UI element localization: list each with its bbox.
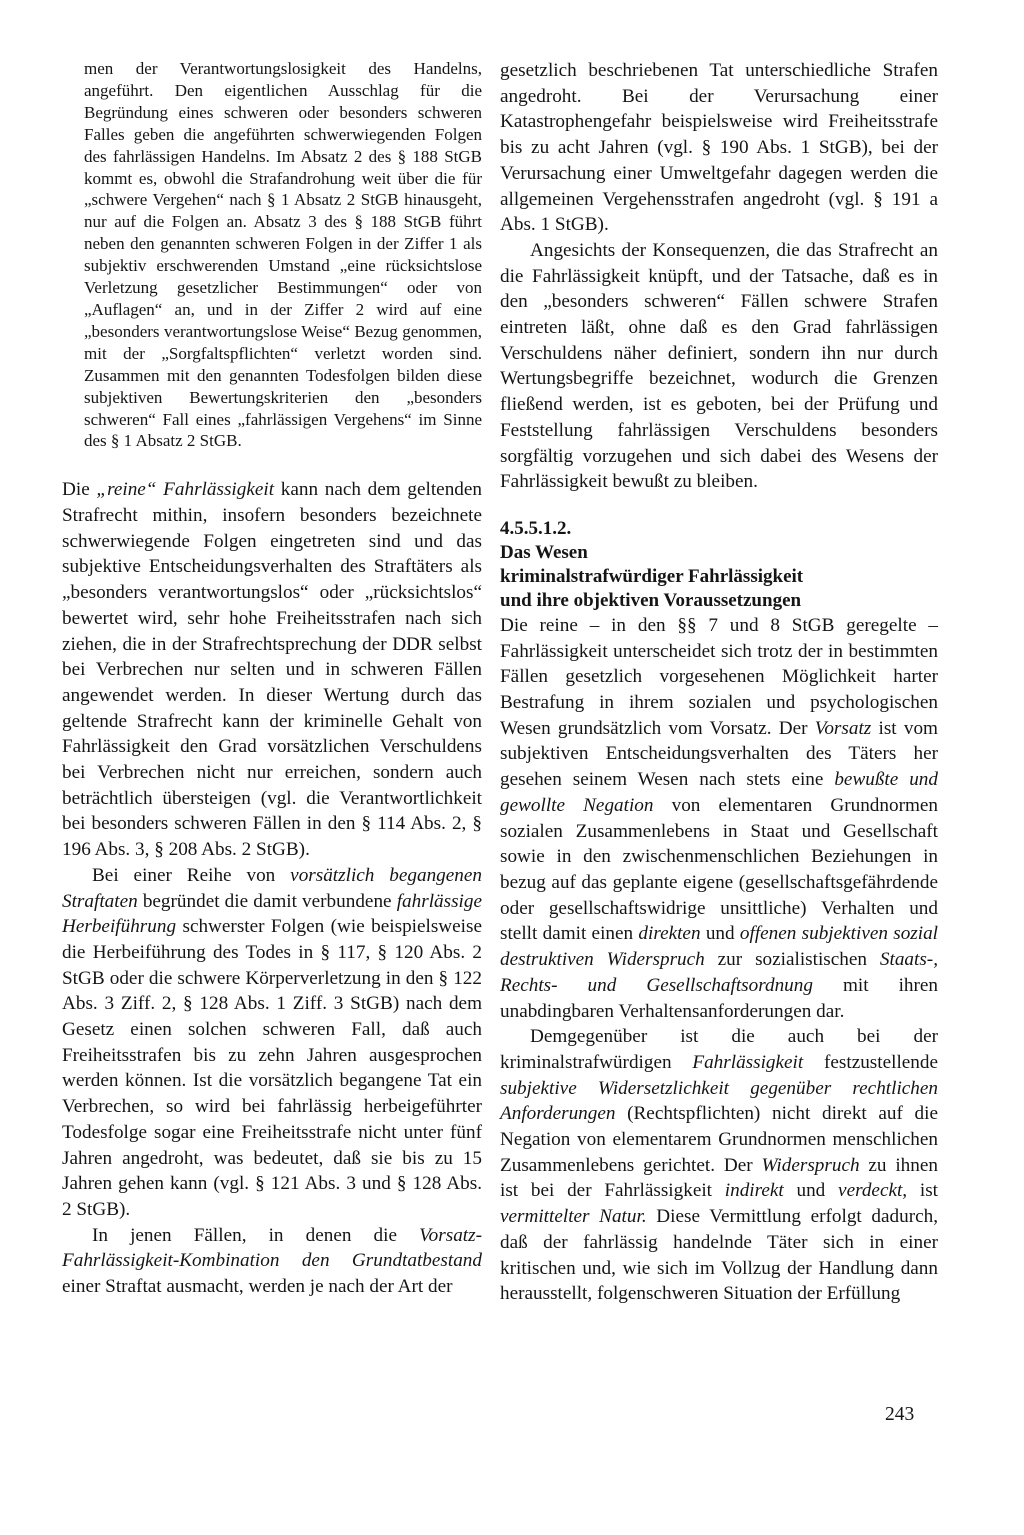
left-column	[62, 58, 482, 1300]
text-run: ist	[907, 1180, 938, 1202]
right-column	[500, 58, 938, 1307]
emphasis: verdeckt,	[838, 1180, 908, 1202]
emphasis: vorsätzlich begangenen Straftaten	[62, 864, 482, 912]
text-run: Diese Vermittlung erfolgt dadurch, daß der fahrlässig handelnde Täter sich in einer kritischen und, wie sich im Vollzug der Handlung dann herausstellt, folgenschweren Situation der Erfüllung	[500, 1206, 938, 1305]
emphasis: Widerspruch	[761, 1154, 860, 1176]
text-run: (Rechtspflichten) nicht direkt auf die Negation von elementarem Grundnormen menschlichen Zusammenlebens gerichtet. Der	[500, 1103, 938, 1176]
body-paragraph-3	[62, 1223, 482, 1300]
emphasis: bewußte und gewollte Negation	[500, 769, 938, 816]
text-run: zu ihnen ist bei der Fahrlässigkeit	[500, 1154, 938, 1202]
body-paragraph-7	[500, 1024, 938, 1307]
emphasis: vermittelter Natur.	[500, 1206, 647, 1228]
text-run: kann nach dem geltenden Strafrecht mithin, insofern besonders bezeichnete schwerwiegende Folgen eingetreten sind und das subjektive Entscheidungsverhalten des Straftäters als „besonders verantwortungslos“ oder „rücksichtslos“ bewertet wird, sehr hohe Freiheitsstrafen nach sich ziehen, die in der Strafrechtsprechung der DDR selbst bei Verbrechen nur selten und in schweren Fällen angewendet werden. In dieser Wertung durch das geltende Strafrecht kann der kriminelle Gehalt von Fahrlässigkeit den Grad vorsätzlichen Verschuldens bei Verbrechen nicht nur erreichen, sondern auch beträchtlich übersteigen (vgl. die Verantwortlichkeit bei besonders schweren Fällen in den § 114 Abs. 2, § 196 Abs. 3, § 208 Abs. 2 StGB).	[62, 479, 482, 861]
text-run: schwerster Folgen (wie beispielsweise die Herbeiführung des Todes in § 117, § 120 Abs. 2 StGB oder die schwere Körperverletzung in den § 122 Abs. 3 Ziff. 2, § 128 Abs. 1 Ziff. 3 StGB) nach dem Gesetz einen solchen schweren Fall, daß auch Freiheitsstrafen bis zu zehn Jahren ausgesprochen werden können. Ist die vorsätzlich begangene Tat ein Verbrechen, so wird bei fahrlässig herbeigeführter Todesfolge sogar eine Freiheitsstrafe nicht unter fünf Jahren angedroht, was bedeutet, daß sie bis zu 15 Jahren gehen kann (vgl. § 121 Abs. 3 und § 128 Abs. 2 StGB).	[62, 916, 482, 1220]
section-title-line-3: und ihre objektiven Voraussetzungen	[500, 589, 802, 611]
section-number: 4.5.5.1.2.	[500, 517, 572, 539]
body-paragraph-2	[62, 863, 482, 1223]
body-paragraph-5: Angesichts der Konsequenzen, die das Strafrecht an die Fahrlässigkeit knüpft, und der Tatsache, daß es in den „besonders schweren“ Fällen schwere Strafen eintreten läßt, ohne daß es den Grad fahrlässigen Verschuldens näher definiert, sondern ihn nur durch Wertungsbegriffe bezeichnet, wodurch die Grenzen fließend werden, ist es geboten, bei der Prüfung und Feststellung fahrlässigen Verschuldens besonders sorgfältig vorzugehen und sich dabei des Wesens der Fahrlässigkeit bewußt zu bleiben.	[500, 239, 938, 493]
emphasis: offenen subjektiven sozial destruktiven Widerspruch	[500, 923, 939, 971]
emphasis: indirekt	[724, 1180, 784, 1202]
text-run: und	[700, 923, 740, 945]
text-run: Bei einer Reihe von	[92, 864, 291, 886]
text-run: begründet die damit verbundene	[137, 890, 397, 912]
text-run: In jenen Fällen, in denen die	[92, 1224, 420, 1246]
body-paragraph-6	[500, 613, 938, 1024]
section-title-line-2: kriminalstrafwürdiger Fahrlässigkeit	[500, 565, 804, 587]
text-run: Die reine – in den §§ 7 und 8 StGB geregelte – Fahrlässigkeit unterscheidet sich trotz der in bestimmten Fällen gesetzlich vorgesehenen Möglichkeit harter Bestrafung in ihrem sozialen und psychologischen Wesen grundsätzlich vom Vorsatz. Der	[500, 614, 938, 739]
emphasis: subjektive Widersetzlichkeit gegenüber rechtlichen Anforderungen	[500, 1077, 938, 1125]
page-number: 243	[885, 1404, 915, 1425]
section-title-line-1: Das Wesen	[500, 541, 588, 563]
emphasis: Vorsatz	[814, 717, 872, 739]
emphasis: direkten	[638, 923, 701, 945]
text-run: festzustellende	[803, 1051, 939, 1073]
text-run: zur sozialistischen	[704, 949, 880, 971]
emphasis: „reine“ Fahrlässigkeit	[96, 479, 275, 501]
quote-paragraph: men der Verantwortungslosigkeit des Handelns, angeführt. Den eigentlichen Ausschlag für die Begründung eines schweren oder besonders schweren Falles geben die angeführten schwerwiegenden Folgen des fahrlässigen Handelns. Im Absatz 2 des § 188 StGB kommt es, obwohl die Strafandrohung weit über die für „schwere Vergehen“ nach § 1 Absatz 2 StGB hinausgeht, nur auf die Folgen an. Absatz 3 des § 188 StGB führt neben den genannten schweren Folgen in der Ziffer 1 als subjektiv erschwerenden Umstand „eine rücksichtslose Verletzung gesetzlicher Bestimmungen“ oder von „Auflagen“ an, und in der Ziffer 2 wird auf eine „besonders verantwortungslose Weise“ Bezug genommen, mit der „Sorgfaltspflichten“ verletzt worden sind. Zusammen mit den genannten Todesfolgen bilden diese subjektiven Bewertungskriterien den „besonders schweren“ Fall eines „fahrlässigen Vergehens“ im Sinne des § 1 Absatz 2 StGB.	[84, 59, 482, 451]
text-run: Die	[62, 479, 97, 501]
emphasis: Staats-, Rechts- und Gesellschaftsordnung	[500, 949, 938, 996]
text-run: mit ihren unabdingbaren Verhaltensanforderungen dar.	[500, 974, 938, 1022]
text-run: und	[783, 1180, 839, 1202]
text-run: Demgegenüber ist die auch bei der kriminalstrafwürdigen	[500, 1026, 938, 1073]
body-paragraph-4: gesetzlich beschriebenen Tat unterschiedliche Strafen angedroht. Bei der Verursachung einer Katastrophengefahr beispielsweise wird Freiheitsstrafe bis zu acht Jahren (vgl. § 190 Abs. 1 StGB), bei der Verursachung einer Umweltgefahr dagegen werden die allgemeinen Vergehensstrafen angedroht (vgl. § 191 a Abs. 1 StGB).	[500, 60, 938, 236]
emphasis: fahrlässige Herbeiführung	[62, 890, 482, 938]
emphasis: Fahrlässigkeit	[692, 1051, 804, 1073]
emphasis: Vorsatz-Fahrlässigkeit-Kombination den Grundtatbestand	[62, 1224, 482, 1272]
block-quote	[62, 58, 482, 452]
text-run: von elementaren Grundnormen sozialen Zusammenlebens in Staat und Gesellschaft sowie in den zwischenmenschlichen Beziehungen in bezug auf das geplante eigene (gesellschaftsgefährdende oder gesellschaftswidrige unsittliche) Verhalten und stellt damit einen	[500, 794, 938, 945]
text-run: einer Straftat ausmacht, werden je nach der Art der	[62, 1276, 453, 1298]
body-paragraph-1	[62, 477, 482, 863]
text-run: ist vom subjektiven Entscheidungsverhalten des Täters her gesehen seinem Wesen nach stets eine	[500, 717, 938, 791]
